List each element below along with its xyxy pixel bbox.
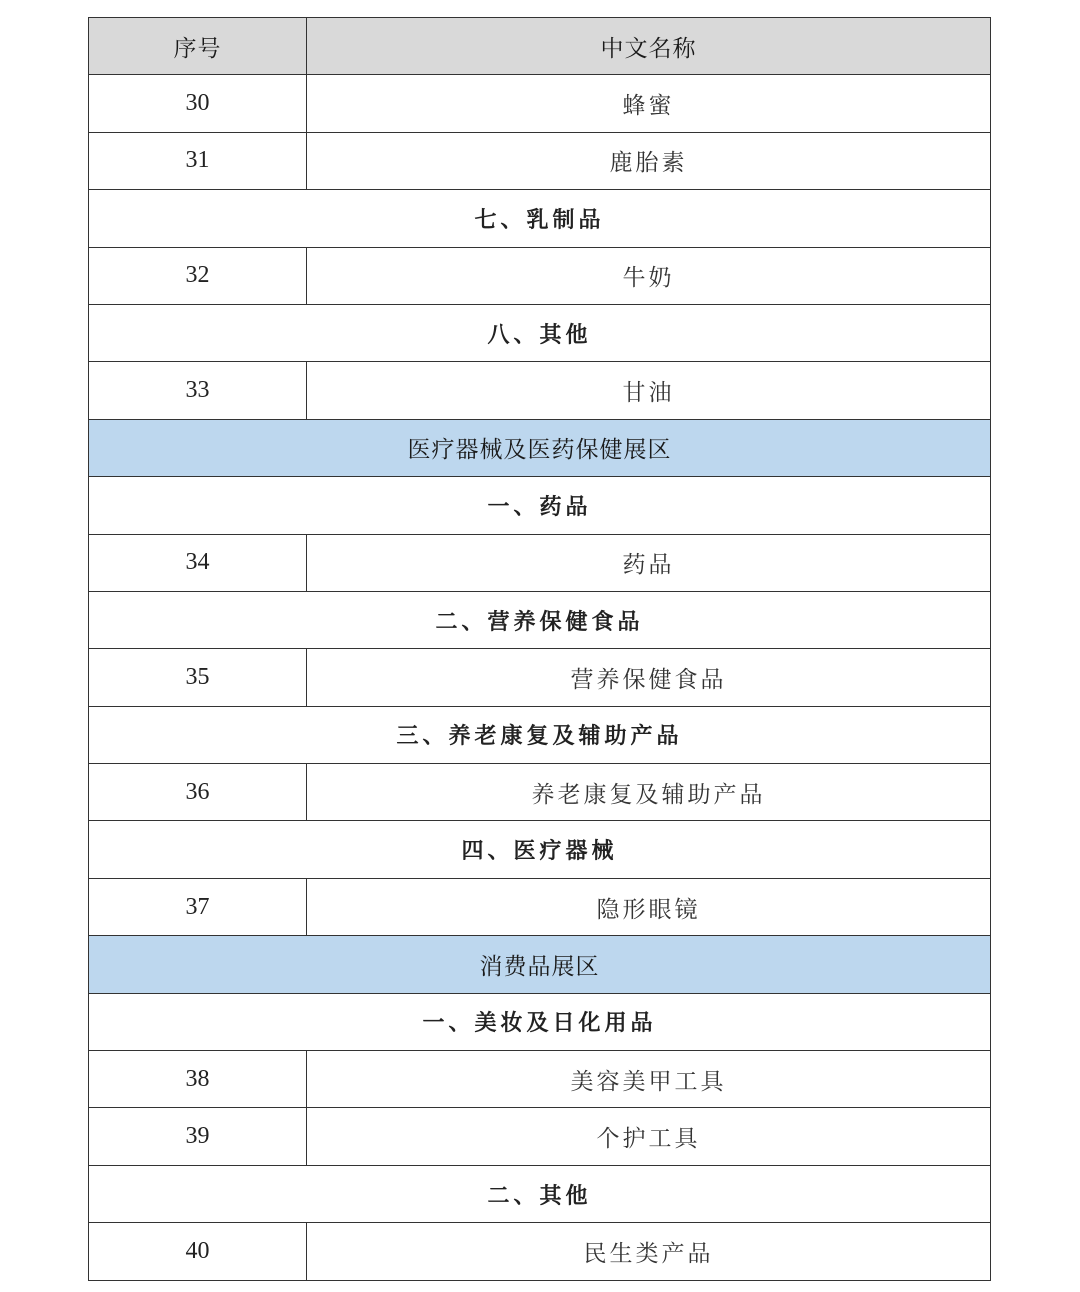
table-row	[89, 248, 990, 305]
header-serial-number: 序号	[89, 18, 307, 74]
category-label: 七、乳制品	[474, 206, 605, 233]
serial-number-cell: 36	[89, 764, 307, 820]
header-chinese-name: 中文名称	[600, 35, 697, 62]
product-name-cell: 个护工具	[596, 1126, 701, 1153]
category-row	[89, 707, 990, 764]
product-name-cell: 隐形眼镜	[596, 896, 701, 923]
serial-number-cell: 35	[89, 649, 307, 705]
category-row	[89, 477, 990, 534]
product-name-cell: 甘油	[622, 380, 675, 407]
table-row	[89, 1108, 990, 1165]
section-label: 医疗器械及医药保健展区	[407, 437, 672, 464]
category-row	[89, 305, 990, 362]
table-row	[89, 764, 990, 821]
category-label: 三、养老康复及辅助产品	[396, 723, 683, 750]
category-label: 二、营养保健食品	[435, 608, 644, 635]
serial-number-cell: 33	[89, 362, 307, 418]
product-name-cell: 美容美甲工具	[570, 1068, 727, 1095]
section-header-row	[89, 936, 990, 993]
serial-number-cell: 34	[89, 535, 307, 591]
table-row	[89, 649, 990, 706]
table-header-row	[89, 18, 990, 75]
serial-number-cell: 37	[89, 879, 307, 935]
category-label: 一、药品	[487, 493, 592, 520]
product-name-cell: 药品	[622, 552, 675, 579]
category-label: 一、美妆及日化用品	[422, 1010, 657, 1037]
table-row	[89, 1223, 990, 1280]
serial-number-cell: 40	[89, 1223, 307, 1279]
product-name-cell: 民生类产品	[583, 1240, 714, 1267]
serial-number-cell: 38	[89, 1051, 307, 1107]
table-row	[89, 133, 990, 190]
category-row	[89, 1166, 990, 1223]
product-name-cell: 牛奶	[622, 265, 675, 292]
table-row	[89, 535, 990, 592]
section-header-row	[89, 420, 990, 477]
category-row	[89, 821, 990, 878]
table-body	[89, 75, 990, 1280]
category-label: 二、其他	[487, 1182, 592, 1209]
category-row	[89, 190, 990, 247]
product-name-cell: 鹿胎素	[609, 150, 688, 177]
product-name-cell: 养老康复及辅助产品	[531, 781, 766, 808]
category-label: 八、其他	[487, 321, 592, 348]
product-name-cell: 营养保健食品	[570, 666, 727, 693]
product-table	[88, 17, 991, 1281]
table-row	[89, 879, 990, 936]
serial-number-cell: 30	[89, 75, 307, 131]
serial-number-cell: 39	[89, 1108, 307, 1164]
serial-number-cell: 32	[89, 248, 307, 304]
table-row	[89, 1051, 990, 1108]
product-name-cell: 蜂蜜	[622, 93, 675, 120]
category-label: 四、医疗器械	[461, 838, 618, 865]
category-row	[89, 592, 990, 649]
section-label: 消费品展区	[479, 953, 600, 980]
category-row	[89, 994, 990, 1051]
table-row	[89, 362, 990, 419]
serial-number-cell: 31	[89, 133, 307, 189]
table-row	[89, 75, 990, 132]
